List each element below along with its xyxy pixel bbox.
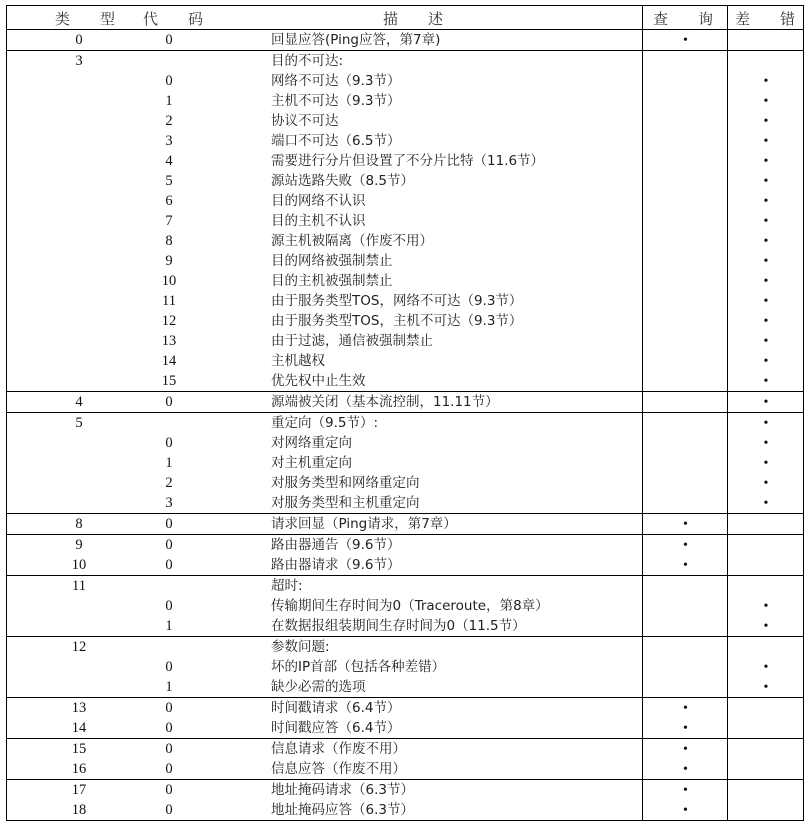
type-cell: 3 — [75, 53, 83, 69]
column-divider — [803, 698, 804, 738]
description-cell: 端口不可达（6.5节） — [271, 133, 401, 149]
description-cell: 时间戳请求（6.4节） — [271, 700, 401, 716]
code-cell: 1 — [165, 455, 173, 471]
column-divider — [727, 780, 728, 820]
description-cell: 对网络重定向 — [271, 435, 352, 451]
code-cell: 0 — [165, 782, 173, 798]
description-cell: 时间戳应答（6.4节） — [271, 720, 401, 736]
column-divider — [642, 30, 643, 50]
error-cell — [728, 272, 804, 291]
table-row — [7, 151, 804, 171]
code-cell: 0 — [165, 435, 173, 451]
table-row — [7, 331, 804, 351]
column-divider — [803, 637, 804, 697]
table-row — [7, 171, 804, 191]
code-cell: 0 — [165, 741, 173, 757]
code-cell: 0 — [165, 394, 173, 410]
table-row — [7, 211, 804, 231]
description-cell: 目的网络不认识 — [271, 193, 366, 209]
column-divider — [727, 514, 728, 534]
code-cell: 0 — [165, 598, 173, 614]
table-row — [7, 493, 804, 513]
table-row — [7, 453, 804, 473]
error-cell — [728, 112, 804, 131]
icmp-message-type-table — [6, 5, 804, 821]
type-cell: 4 — [75, 394, 83, 410]
bullet-icon: • — [763, 680, 769, 695]
type-cell: 8 — [75, 516, 83, 532]
bullet-icon: • — [683, 33, 688, 48]
column-divider — [803, 535, 804, 575]
table-header-row — [7, 6, 804, 30]
table-row — [7, 677, 804, 697]
description-cell: 主机不可达（9.3节） — [271, 93, 401, 109]
table-row — [7, 51, 804, 71]
bullet-icon: • — [683, 742, 688, 757]
error-cell — [728, 172, 804, 191]
column-divider — [803, 576, 804, 636]
bullet-icon: • — [763, 436, 769, 451]
column-divider — [727, 576, 728, 636]
bullet-icon: • — [763, 214, 769, 229]
description-cell: 在数据报组装期间生存时间为0（11.5节） — [271, 618, 526, 634]
column-divider — [642, 392, 643, 412]
table-row — [7, 111, 804, 131]
table-row — [7, 351, 804, 371]
column-divider — [803, 392, 804, 412]
table-row — [7, 191, 804, 211]
code-cell: 3 — [165, 495, 173, 511]
bullet-icon: • — [683, 538, 688, 553]
column-divider — [727, 413, 728, 513]
bullet-icon: • — [763, 234, 769, 249]
header-query: 查 询 — [653, 10, 714, 28]
description-cell: 网络不可达（9.3节） — [271, 73, 401, 89]
column-divider — [642, 698, 643, 738]
table-row — [7, 555, 804, 575]
table-row — [7, 535, 804, 555]
table-row — [7, 759, 804, 779]
table-row — [7, 131, 804, 151]
query-cell — [643, 556, 728, 575]
error-cell — [728, 192, 804, 211]
table-row-group — [7, 637, 804, 698]
description-cell: 对主机重定向 — [271, 455, 352, 471]
column-divider — [803, 413, 804, 513]
description-cell: 传输期间生存时间为0（Traceroute，第8章） — [271, 598, 549, 614]
description-cell: 路由器请求（9.6节） — [271, 557, 401, 573]
column-divider — [727, 6, 728, 29]
table-row — [7, 413, 804, 433]
description-cell: 地址掩码请求（6.3节） — [271, 782, 414, 798]
column-divider — [803, 780, 804, 820]
error-cell — [728, 152, 804, 171]
code-cell: 0 — [165, 516, 173, 532]
type-cell: 5 — [75, 415, 83, 431]
description-cell: 目的主机不认识 — [271, 213, 366, 229]
type-cell: 15 — [71, 741, 87, 757]
code-cell: 0 — [165, 32, 173, 48]
bullet-icon: • — [763, 660, 769, 675]
error-cell — [728, 312, 804, 331]
bullet-icon: • — [763, 476, 769, 491]
table-row — [7, 576, 804, 596]
table-row — [7, 371, 804, 391]
error-cell — [728, 132, 804, 151]
bullet-icon: • — [763, 395, 769, 410]
code-cell: 0 — [165, 537, 173, 553]
table-row — [7, 739, 804, 759]
bullet-icon: • — [683, 721, 688, 736]
query-cell — [643, 801, 728, 820]
bullet-icon: • — [683, 701, 688, 716]
description-cell: 坏的IP首部（包括各种差错） — [271, 659, 446, 675]
table-row — [7, 637, 804, 657]
code-cell: 0 — [165, 659, 173, 675]
column-divider — [642, 637, 643, 697]
query-cell — [643, 719, 728, 738]
table-row — [7, 596, 804, 616]
query-cell — [643, 515, 728, 534]
column-divider — [642, 51, 643, 391]
bullet-icon: • — [763, 456, 769, 471]
description-cell: 主机越权 — [271, 353, 325, 369]
error-cell — [728, 252, 804, 271]
bullet-icon: • — [683, 558, 688, 573]
column-divider — [727, 392, 728, 412]
header-description: 描 述 — [383, 10, 444, 28]
error-cell — [728, 494, 804, 513]
bullet-icon: • — [763, 314, 769, 329]
table-row — [7, 231, 804, 251]
type-cell: 11 — [72, 578, 86, 594]
bullet-icon: • — [763, 194, 769, 209]
description-cell: 目的网络被强制禁止 — [271, 253, 393, 269]
description-cell: 信息请求（作废不用） — [271, 741, 406, 757]
type-cell: 18 — [71, 802, 87, 818]
bullet-icon: • — [763, 274, 769, 289]
description-cell: 由于服务类型TOS，主机不可达（9.3节） — [271, 313, 523, 329]
code-cell: 11 — [162, 293, 176, 309]
header-type: 类 型 — [55, 10, 116, 28]
table-row-group — [7, 514, 804, 535]
description-cell: 超时: — [271, 578, 303, 594]
code-cell: 1 — [165, 679, 173, 695]
type-cell: 9 — [75, 537, 83, 553]
bullet-icon: • — [683, 783, 688, 798]
column-divider — [642, 535, 643, 575]
error-cell — [728, 352, 804, 371]
table-row — [7, 514, 804, 534]
code-cell: 6 — [165, 193, 173, 209]
bullet-icon: • — [763, 74, 769, 89]
column-divider — [727, 698, 728, 738]
error-cell — [728, 678, 804, 697]
header-code: 代 码 — [143, 10, 204, 28]
description-cell: 需要进行分片但设置了不分片比特（11.6节） — [271, 153, 545, 169]
column-divider — [803, 514, 804, 534]
table-row — [7, 616, 804, 636]
error-cell — [728, 332, 804, 351]
description-cell: 路由器通告（9.6节） — [271, 537, 401, 553]
bullet-icon: • — [683, 762, 688, 777]
description-cell: 回显应答(Ping应答，第7章) — [271, 32, 441, 48]
column-divider — [803, 6, 804, 29]
table-row-group — [7, 576, 804, 637]
column-divider — [642, 413, 643, 513]
error-cell — [728, 617, 804, 636]
bullet-icon: • — [683, 803, 688, 818]
header-error: 差 错 — [735, 10, 796, 28]
query-cell — [643, 536, 728, 555]
column-divider — [642, 514, 643, 534]
bullet-icon: • — [763, 94, 769, 109]
table-row-group — [7, 392, 804, 413]
bullet-icon: • — [763, 254, 769, 269]
description-cell: 源端被关闭（基本流控制，11.11节） — [271, 394, 499, 410]
error-cell — [728, 597, 804, 616]
table-row — [7, 392, 804, 412]
description-cell: 源主机被隔离（作废不用） — [271, 233, 433, 249]
table-row — [7, 698, 804, 718]
bullet-icon: • — [763, 114, 769, 129]
description-cell: 对服务类型和网络重定向 — [271, 475, 420, 491]
table-row — [7, 71, 804, 91]
code-cell: 2 — [165, 113, 173, 129]
error-cell — [728, 72, 804, 91]
table-row — [7, 271, 804, 291]
column-divider — [803, 51, 804, 391]
table-row — [7, 251, 804, 271]
table-row — [7, 657, 804, 677]
code-cell: 5 — [165, 173, 173, 189]
code-cell: 3 — [165, 133, 173, 149]
type-cell: 12 — [71, 639, 87, 655]
code-cell: 2 — [165, 475, 173, 491]
code-cell: 0 — [165, 802, 173, 818]
description-cell: 由于过滤，通信被强制禁止 — [271, 333, 433, 349]
description-cell: 对服务类型和主机重定向 — [271, 495, 420, 511]
bullet-icon: • — [763, 334, 769, 349]
code-cell: 0 — [165, 700, 173, 716]
bullet-icon: • — [763, 374, 769, 389]
table-row — [7, 291, 804, 311]
table-row-group — [7, 698, 804, 739]
description-cell: 信息应答（作废不用） — [271, 761, 406, 777]
bullet-icon: • — [763, 599, 769, 614]
bullet-icon: • — [763, 416, 769, 431]
error-cell — [728, 454, 804, 473]
column-divider — [727, 637, 728, 697]
column-divider — [803, 739, 804, 779]
error-cell — [728, 212, 804, 231]
description-cell: 源站选路失败（8.5节） — [271, 173, 414, 189]
bullet-icon: • — [763, 134, 769, 149]
code-cell: 1 — [165, 93, 173, 109]
table-row — [7, 718, 804, 738]
table-row — [7, 800, 804, 820]
table-body — [7, 30, 804, 821]
table-row — [7, 473, 804, 493]
code-cell: 10 — [161, 273, 177, 289]
code-cell: 4 — [165, 153, 173, 169]
code-cell: 12 — [161, 313, 177, 329]
code-cell: 8 — [165, 233, 173, 249]
description-cell: 目的不可达: — [271, 53, 344, 69]
bullet-icon: • — [683, 517, 688, 532]
query-cell — [643, 31, 728, 50]
description-cell: 优先权中止生效 — [271, 373, 366, 389]
table-row — [7, 311, 804, 331]
code-cell: 13 — [161, 333, 177, 349]
description-cell: 重定向（9.5节）: — [271, 415, 379, 431]
table-row-group — [7, 413, 804, 514]
error-cell — [728, 658, 804, 677]
description-cell: 参数问题: — [271, 639, 330, 655]
error-cell — [728, 474, 804, 493]
error-cell — [728, 393, 804, 412]
type-cell: 0 — [75, 32, 83, 48]
description-cell: 协议不可达 — [271, 113, 339, 129]
table-row — [7, 780, 804, 800]
description-cell: 由于服务类型TOS，网络不可达（9.3节） — [271, 293, 523, 309]
query-cell — [643, 781, 728, 800]
type-cell: 16 — [71, 761, 87, 777]
description-cell: 地址掩码应答（6.3节） — [271, 802, 414, 818]
table-row-group — [7, 51, 804, 392]
error-cell — [728, 232, 804, 251]
query-cell — [643, 699, 728, 718]
bullet-icon: • — [763, 174, 769, 189]
error-cell — [728, 372, 804, 391]
type-cell: 10 — [71, 557, 87, 573]
error-cell — [728, 292, 804, 311]
column-divider — [642, 576, 643, 636]
column-divider — [727, 535, 728, 575]
column-divider — [727, 51, 728, 391]
code-cell: 14 — [161, 353, 177, 369]
table-row — [7, 30, 804, 50]
bullet-icon: • — [763, 354, 769, 369]
column-divider — [803, 30, 804, 50]
error-cell — [728, 434, 804, 453]
table-row-group — [7, 739, 804, 780]
code-cell: 0 — [165, 720, 173, 736]
type-cell: 17 — [71, 782, 87, 798]
type-cell: 14 — [71, 720, 87, 736]
table-row-group — [7, 30, 804, 51]
description-cell: 目的主机被强制禁止 — [271, 273, 393, 289]
code-cell: 0 — [165, 761, 173, 777]
bullet-icon: • — [763, 294, 769, 309]
column-divider — [642, 6, 643, 29]
error-cell — [728, 414, 804, 433]
table-row-group — [7, 780, 804, 821]
table-row — [7, 91, 804, 111]
bullet-icon: • — [763, 496, 769, 511]
query-cell — [643, 740, 728, 759]
description-cell: 请求回显（Ping请求，第7章） — [271, 516, 457, 532]
type-cell: 13 — [71, 700, 87, 716]
bullet-icon: • — [763, 154, 769, 169]
column-divider — [642, 739, 643, 779]
code-cell: 15 — [161, 373, 177, 389]
column-divider — [727, 30, 728, 50]
code-cell: 0 — [165, 73, 173, 89]
error-cell — [728, 92, 804, 111]
table-row — [7, 433, 804, 453]
table-row-group — [7, 535, 804, 576]
code-cell: 7 — [165, 213, 173, 229]
query-cell — [643, 760, 728, 779]
description-cell: 缺少必需的选项 — [271, 679, 366, 695]
column-divider — [727, 739, 728, 779]
code-cell: 9 — [165, 253, 173, 269]
column-divider — [642, 780, 643, 820]
bullet-icon: • — [763, 619, 769, 634]
code-cell: 0 — [165, 557, 173, 573]
code-cell: 1 — [165, 618, 173, 634]
